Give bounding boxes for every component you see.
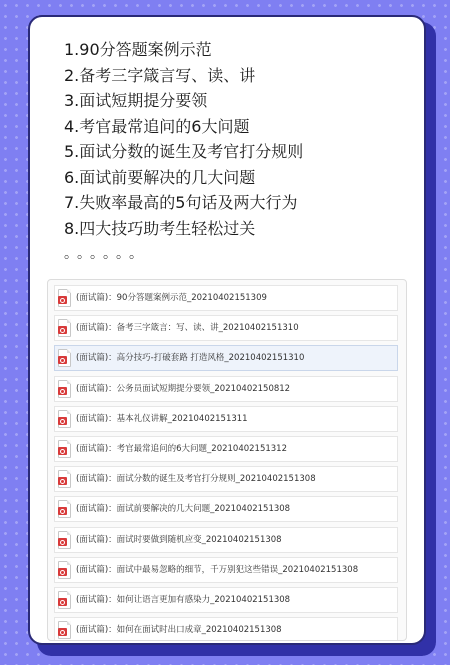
outline-item: 1.90分答题案例示范 (64, 40, 212, 59)
pdf-badge-icon (58, 598, 67, 606)
file-list-item[interactable] (54, 376, 398, 402)
pdf-badge-icon (58, 387, 67, 395)
pdf-badge-icon (58, 326, 67, 334)
file-name: (面试篇)：面试中最易忽略的细节，千万别犯这些错误_20210402151308 (76, 565, 359, 575)
file-list-item[interactable] (54, 406, 398, 432)
pdf-badge-icon (58, 417, 67, 425)
file-name: (面试篇)：基本礼仪讲解_20210402151311 (76, 414, 248, 424)
content-card (28, 15, 426, 645)
pdf-file-icon (58, 500, 71, 518)
file-list-item[interactable] (54, 587, 398, 613)
file-list-item[interactable] (54, 617, 398, 641)
file-name: (面试篇)：考官最常追问的6大问题_20210402151312 (76, 444, 288, 454)
outline-item: 6.面试前要解决的几大问题 (64, 167, 256, 187)
file-name: (面试篇)：面试分数的诞生及考官打分规则_20210402151308 (76, 474, 316, 484)
course-outline (64, 37, 303, 241)
outline-item: 3.面试短期提分要领 (64, 91, 208, 110)
outline-item: 7.失败率最高的5句话及两大行为 (64, 193, 298, 212)
file-name: (面试篇)：90分答题案例示范_20210402151309 (76, 293, 267, 303)
ellipsis: 。。。。。。 (64, 246, 149, 262)
file-list-item[interactable] (54, 496, 398, 522)
outline-item: 4.考官最常追问的6大问题 (64, 116, 250, 136)
file-name: (面试篇)：如何让语言更加有感染力_20210402151308 (76, 595, 291, 605)
pdf-badge-icon (58, 296, 67, 304)
pdf-file-icon (58, 289, 71, 307)
outline-item: 2.备考三字箴言写、读、讲 (64, 65, 256, 85)
pdf-file-icon (58, 440, 71, 458)
file-name: (面试篇)：公务员面试短期提分要领_20210402150812 (76, 384, 291, 394)
pdf-badge-icon (58, 477, 67, 485)
file-name: (面试篇)：面试前要解决的几大问题_20210402151308 (76, 504, 291, 514)
pdf-badge-icon (58, 538, 67, 546)
file-name: (面试篇)：高分技巧-打破套路 打造风格_20210402151310 (76, 353, 305, 363)
pdf-badge-icon (58, 507, 67, 515)
pdf-file-icon (58, 531, 71, 549)
pdf-file-icon (58, 591, 71, 609)
file-list-item[interactable] (54, 315, 398, 341)
file-list (47, 279, 407, 641)
pdf-badge-icon (58, 628, 67, 636)
file-list-item[interactable] (54, 466, 398, 492)
file-name: (面试篇)：如何在面试时出口成章_20210402151308 (76, 625, 282, 635)
pdf-badge-icon (58, 447, 67, 455)
outline-item: 5.面试分数的诞生及考官打分规则 (64, 142, 304, 161)
pdf-file-icon (58, 470, 71, 488)
file-list-item[interactable] (54, 345, 398, 371)
file-list-item[interactable] (54, 527, 398, 553)
outline-item: 8.四大技巧助考生轻松过关 (64, 218, 256, 238)
file-list-item[interactable] (54, 285, 398, 311)
file-list-item[interactable] (54, 557, 398, 583)
file-list-item[interactable] (54, 436, 398, 462)
pdf-badge-icon (58, 356, 67, 364)
pdf-file-icon (58, 380, 71, 398)
pdf-file-icon (58, 319, 71, 337)
pdf-file-icon (58, 621, 71, 639)
pdf-file-icon (58, 410, 71, 428)
pdf-file-icon (58, 561, 71, 579)
file-name: (面试篇)：备考三字箴言：写、读、讲_20210402151310 (76, 323, 299, 333)
file-name: (面试篇)：面试时要做到随机应变_20210402151308 (76, 535, 282, 545)
pdf-file-icon (58, 349, 71, 367)
pdf-badge-icon (58, 568, 67, 576)
